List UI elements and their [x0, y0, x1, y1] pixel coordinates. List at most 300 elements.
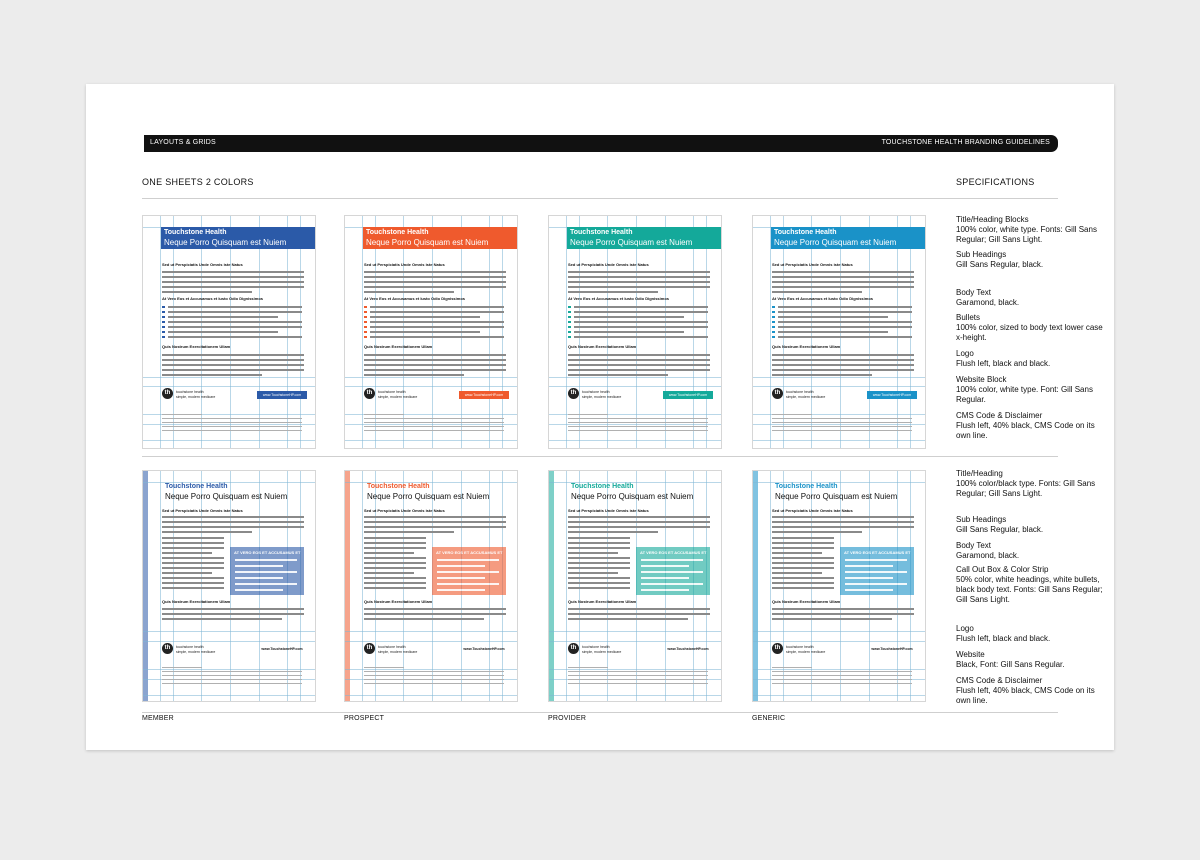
color-strip	[753, 471, 758, 701]
body-text-line	[364, 354, 506, 356]
body-text-line	[772, 521, 914, 523]
grid-line	[345, 631, 517, 632]
body-text-line	[162, 537, 224, 539]
body-text-line	[364, 531, 454, 533]
disclaimer-line	[364, 422, 504, 423]
callout-bullet-line	[845, 559, 907, 561]
body-text-line	[772, 374, 872, 376]
body-text-line	[168, 331, 278, 333]
body-text-line	[568, 608, 710, 610]
body-text-line	[364, 359, 506, 361]
grid-line	[753, 695, 925, 696]
spec-body: Flush left, 40% black, CMS Code on its own line.	[956, 421, 1095, 440]
body-text-line	[364, 562, 426, 564]
bullet	[772, 306, 775, 308]
disclaimer-line	[162, 414, 202, 415]
disclaimer-line	[772, 430, 912, 431]
disclaimer-line	[364, 667, 404, 668]
callout-bullet-line	[641, 583, 703, 585]
disclaimer-line	[772, 679, 912, 680]
body-text-line	[370, 331, 480, 333]
spec-item	[956, 676, 1106, 706]
body-text-line	[568, 271, 710, 273]
body-text-line	[162, 281, 304, 283]
body-text-line	[162, 286, 304, 288]
body-text-line	[364, 537, 426, 539]
callout-bullet-line	[641, 571, 703, 573]
spec-body: 100% color, white type. Font: Gill Sans Regular.	[956, 385, 1093, 404]
body-text-line	[162, 291, 252, 293]
grid-line	[753, 641, 925, 642]
callout-bullet-line	[235, 577, 283, 579]
logo-name: touchstone health	[176, 390, 204, 394]
disclaimer-line	[364, 430, 504, 431]
website-text: www.TouchstoneHP.com	[463, 647, 505, 651]
body-text-line	[772, 567, 834, 569]
header-right-label: TOUCHSTONE HEALTH BRANDING GUIDELINES	[881, 139, 1050, 146]
body-text-line	[772, 587, 834, 589]
callout-box	[230, 547, 304, 595]
body-text-line	[778, 311, 912, 313]
body-text-line	[364, 577, 426, 579]
body-text-line	[568, 364, 710, 366]
body-text-line	[168, 326, 302, 328]
body-text-line	[162, 608, 304, 610]
sub-heading: At Vero Eos et Accusamus et Iusto Odio Dignissimos	[162, 296, 263, 301]
grid-line	[143, 377, 315, 378]
grid-line	[345, 377, 517, 378]
callout-bullet-line	[235, 565, 283, 567]
body-text-line	[162, 369, 304, 371]
grid-line	[549, 424, 721, 425]
spec-item	[956, 541, 1106, 561]
bullet	[772, 311, 775, 313]
spec-body: Garamond, black.	[956, 551, 1020, 560]
logo-tagline: simple, modern medicare	[582, 650, 622, 654]
bullet	[162, 311, 165, 313]
body-text-line	[162, 587, 224, 589]
body-text-line	[162, 567, 224, 569]
logo-icon: th	[568, 388, 579, 399]
body-text-line	[370, 311, 504, 313]
callout-bullet-line	[641, 565, 689, 567]
body-text-line	[162, 276, 304, 278]
sub-heading: Quis Nostrum Exercitationem Ullam	[772, 599, 841, 604]
spec-heading: Logo	[956, 624, 974, 633]
website-text: www.TouchstoneHP.com	[667, 647, 709, 651]
grid-line	[549, 695, 721, 696]
bullet	[772, 321, 775, 323]
disclaimer-line	[772, 671, 912, 672]
disclaimer-line	[364, 426, 504, 427]
body-text-line	[574, 311, 708, 313]
disclaimer-line	[568, 675, 708, 676]
disclaimer-line	[364, 675, 504, 676]
spec-item	[956, 650, 1106, 670]
disclaimer-line	[568, 679, 708, 680]
callout-bullet-line	[235, 571, 297, 573]
body-text-line	[778, 331, 888, 333]
body-text-line	[778, 336, 912, 338]
callout-heading: AT VERO EOS ET ACCUSAMUS ET	[436, 550, 503, 555]
body-text-line	[364, 364, 506, 366]
body-text-line	[168, 321, 302, 323]
logo-tagline: simple, modern medicare	[378, 650, 418, 654]
body-text-line	[364, 618, 484, 620]
disclaimer-line	[364, 418, 504, 419]
sub-heading: Sed ut Perspiciatis Unde Omnis iste Natus	[772, 262, 853, 267]
body-text-line	[772, 608, 914, 610]
body-text-line	[568, 618, 688, 620]
spec-body: 100% color, white type. Fonts: Gill Sans Regular; Gill Sans Light.	[956, 225, 1097, 244]
grid-line	[143, 669, 315, 670]
body-text-line	[772, 281, 914, 283]
grid-line	[753, 386, 925, 387]
body-text-line	[568, 542, 630, 544]
sub-heading: Sed ut Perspiciatis Unde Omnis iste Natus	[568, 508, 649, 513]
bullet	[568, 336, 571, 338]
body-text-line	[364, 608, 506, 610]
callout-bullet-line	[437, 565, 485, 567]
grid-line	[143, 386, 315, 387]
brand-title: Touchstone Health	[775, 483, 838, 490]
disclaimer-line	[568, 426, 708, 427]
spec-heading: Sub Headings	[956, 250, 1007, 259]
specifications-title: SPECIFICATIONS	[956, 177, 1035, 187]
callout-bullet-line	[437, 571, 499, 573]
disclaimer-line	[162, 671, 302, 672]
spec-body: Flush left, black and black.	[956, 359, 1051, 368]
spec-item	[956, 375, 1106, 405]
one-sheet-prospect-strip	[344, 470, 518, 702]
logo-name: touchstone health	[582, 645, 610, 649]
grid-line	[160, 471, 161, 701]
disclaimer-line	[364, 679, 504, 680]
spec-heading: Title/Heading	[956, 469, 1003, 478]
bullet	[568, 316, 571, 318]
bullet	[364, 316, 367, 318]
disclaimer-line	[162, 426, 302, 427]
body-text-line	[568, 613, 710, 615]
spec-heading: CMS Code & Disclaimer	[956, 676, 1043, 685]
body-text-line	[772, 562, 834, 564]
body-text-line	[772, 537, 834, 539]
callout-bullet-line	[437, 589, 485, 591]
body-text-line	[568, 577, 630, 579]
body-text-line	[772, 271, 914, 273]
body-text-line	[364, 567, 426, 569]
website-block: www.TouchstoneHP.com	[257, 391, 307, 399]
bullet	[568, 321, 571, 323]
body-text-line	[778, 326, 912, 328]
sub-heading: Sed ut Perspiciatis Unde Omnis iste Natus	[364, 262, 445, 267]
sub-heading: Quis Nostrum Exercitationem Ullam	[364, 344, 433, 349]
headline: Neque Porro Quisquam est Nuiem	[571, 492, 694, 501]
website-block: www.TouchstoneHP.com	[663, 391, 713, 399]
grid-line	[143, 631, 315, 632]
disclaimer-line	[162, 675, 302, 676]
spec-item	[956, 250, 1106, 270]
body-text-line	[162, 526, 304, 528]
body-text-line	[162, 542, 224, 544]
grid-line	[345, 440, 517, 441]
body-text-line	[162, 572, 212, 574]
title-block	[161, 227, 316, 249]
body-text-line	[772, 572, 822, 574]
sub-heading: Sed ut Perspiciatis Unde Omnis iste Natus	[568, 262, 649, 267]
grid-line	[362, 471, 363, 701]
grid-line	[345, 424, 517, 425]
body-text-line	[568, 537, 630, 539]
one-sheet-generic-strip	[752, 470, 926, 702]
one-sheet-provider-strip	[548, 470, 722, 702]
logo-icon: th	[162, 388, 173, 399]
grid-line	[753, 424, 925, 425]
body-text-line	[364, 291, 454, 293]
body-text-line	[772, 354, 914, 356]
sub-heading: Quis Nostrum Exercitationem Ullam	[364, 599, 433, 604]
logo-tagline: simple, modern medicare	[176, 650, 216, 654]
disclaimer-line	[772, 426, 912, 427]
body-text-line	[162, 364, 304, 366]
bullet	[162, 306, 165, 308]
sub-heading: Sed ut Perspiciatis Unde Omnis iste Natus	[364, 508, 445, 513]
body-text-line	[568, 354, 710, 356]
callout-bullet-line	[845, 571, 907, 573]
sub-heading: Quis Nostrum Exercitationem Ullam	[162, 344, 231, 349]
body-text-line	[568, 526, 710, 528]
logo-icon: th	[772, 388, 783, 399]
body-text-line	[568, 281, 710, 283]
body-text-line	[162, 374, 262, 376]
logo-tagline: simple, modern medicare	[582, 395, 622, 399]
bullet	[364, 321, 367, 323]
body-text-line	[772, 547, 834, 549]
spec-item	[956, 215, 1106, 245]
body-text-line	[772, 582, 834, 584]
body-text-line	[162, 557, 224, 559]
body-text-line	[772, 577, 834, 579]
disclaimer-line	[364, 671, 504, 672]
body-text-line	[364, 613, 506, 615]
bullet	[162, 331, 165, 333]
bullet	[162, 316, 165, 318]
body-text-line	[778, 316, 888, 318]
body-text-line	[772, 291, 862, 293]
body-text-line	[574, 331, 684, 333]
grid-line	[143, 695, 315, 696]
headline: Neque Porro Quisquam est Nuiem	[570, 238, 693, 247]
logo-tagline: simple, modern medicare	[176, 395, 216, 399]
color-strip	[549, 471, 554, 701]
grid-line	[143, 440, 315, 441]
spec-body: Flush left, 40% black, CMS Code on its own line.	[956, 686, 1095, 705]
caption-member: MEMBER	[142, 715, 174, 722]
bullet	[772, 316, 775, 318]
body-text-line	[162, 562, 224, 564]
bullet	[568, 311, 571, 313]
callout-bullet-line	[437, 577, 485, 579]
spec-item	[956, 313, 1106, 343]
body-text-line	[778, 306, 912, 308]
sub-heading: At Vero Eos et Accusamus et Iusto Odio Dignissimos	[772, 296, 873, 301]
grid-line	[143, 424, 315, 425]
disclaimer-line	[772, 675, 912, 676]
body-text-line	[772, 516, 914, 518]
logo-name: touchstone health	[786, 390, 814, 394]
caption-prospect: PROSPECT	[344, 715, 385, 722]
callout-bullet-line	[845, 589, 893, 591]
body-text-line	[162, 582, 224, 584]
disclaimer-line	[772, 422, 912, 423]
headline: Neque Porro Quisquam est Nuiem	[775, 492, 898, 501]
sub-heading: At Vero Eos et Accusamus et Iusto Odio Dignissimos	[364, 296, 465, 301]
disclaimer-line	[568, 430, 708, 431]
brand-title: Touchstone Health	[571, 483, 634, 490]
grid-line	[549, 377, 721, 378]
sub-heading: Quis Nostrum Exercitationem Ullam	[568, 344, 637, 349]
grid-line	[566, 471, 567, 701]
disclaimer-line	[568, 422, 708, 423]
disclaimer-line	[162, 679, 302, 680]
logo-name: touchstone health	[378, 390, 406, 394]
bullet	[568, 331, 571, 333]
callout-bullet-line	[235, 583, 297, 585]
spec-body: Gill Sans Regular, black.	[956, 260, 1044, 269]
spec-item	[956, 515, 1106, 535]
body-text-line	[574, 321, 708, 323]
logo-tagline: simple, modern medicare	[378, 395, 418, 399]
body-text-line	[568, 359, 710, 361]
body-text-line	[772, 531, 862, 533]
callout-heading: AT VERO EOS ET ACCUSAMUS ET	[640, 550, 707, 555]
disclaimer-line	[568, 683, 708, 684]
grid-line	[770, 471, 771, 701]
grid-line	[549, 631, 721, 632]
body-text-line	[568, 521, 710, 523]
body-text-line	[364, 521, 506, 523]
spec-item	[956, 349, 1106, 369]
spec-heading: Body Text	[956, 288, 991, 297]
body-text-line	[162, 618, 282, 620]
callout-bullet-line	[845, 577, 893, 579]
body-text-line	[162, 552, 212, 554]
callout-bullet-line	[845, 565, 893, 567]
callout-bullet-line	[641, 559, 703, 561]
body-text-line	[364, 276, 506, 278]
body-text-line	[568, 562, 630, 564]
body-text-line	[772, 369, 914, 371]
body-text-line	[772, 276, 914, 278]
spec-heading: Website	[956, 650, 985, 659]
sub-heading: Sed ut Perspiciatis Unde Omnis iste Natus	[162, 508, 243, 513]
grid-line	[549, 440, 721, 441]
body-text-line	[364, 542, 426, 544]
disclaimer-line	[772, 414, 812, 415]
spec-body: Garamond, black.	[956, 298, 1020, 307]
body-text-line	[568, 291, 658, 293]
sub-heading: Sed ut Perspiciatis Unde Omnis iste Natus	[162, 262, 243, 267]
spec-body: 100% color/black type. Fonts: Gill Sans Regular; Gill Sans Light.	[956, 479, 1096, 498]
body-text-line	[772, 359, 914, 361]
one-sheet-member-color	[142, 215, 316, 449]
logo-icon: th	[162, 643, 173, 654]
body-text-line	[162, 613, 304, 615]
grid-line	[753, 377, 925, 378]
title-block	[771, 227, 926, 249]
sub-heading: Quis Nostrum Exercitationem Ullam	[772, 344, 841, 349]
headline: Neque Porro Quisquam est Nuiem	[366, 238, 489, 247]
bullet	[364, 336, 367, 338]
spec-heading: Sub Headings	[956, 515, 1007, 524]
body-text-line	[772, 552, 822, 554]
color-strip	[143, 471, 148, 701]
bullet	[162, 321, 165, 323]
bullet	[772, 336, 775, 338]
title-block	[567, 227, 722, 249]
body-text-line	[568, 531, 658, 533]
body-text-line	[568, 587, 630, 589]
body-text-line	[168, 311, 302, 313]
website-block: www.TouchstoneHP.com	[459, 391, 509, 399]
callout-box	[432, 547, 506, 595]
brand-title: Touchstone Health	[366, 229, 429, 236]
spec-heading: Website Block	[956, 375, 1007, 384]
spec-heading: CMS Code & Disclaimer	[956, 411, 1043, 420]
bullet	[568, 326, 571, 328]
body-text-line	[568, 572, 618, 574]
logo-name: touchstone health	[176, 645, 204, 649]
body-text-line	[568, 369, 710, 371]
body-text-line	[772, 364, 914, 366]
disclaimer-line	[364, 683, 504, 684]
header-bar	[144, 135, 1058, 152]
body-text-line	[370, 321, 504, 323]
disclaimer-line	[772, 418, 912, 419]
callout-bullet-line	[437, 583, 499, 585]
disclaimer-line	[568, 414, 608, 415]
headline: Neque Porro Quisquam est Nuiem	[165, 492, 288, 501]
brand-title: Touchstone Health	[164, 229, 227, 236]
logo-name: touchstone health	[786, 645, 814, 649]
body-text-line	[370, 306, 504, 308]
grid-line	[345, 695, 517, 696]
disclaimer-line	[162, 683, 302, 684]
body-text-line	[162, 531, 252, 533]
logo-icon: th	[364, 388, 375, 399]
body-text-line	[364, 281, 506, 283]
body-text-line	[162, 359, 304, 361]
bullet	[162, 336, 165, 338]
body-text-line	[168, 316, 278, 318]
body-text-line	[364, 547, 426, 549]
header-left-label: LAYOUTS & GRIDS	[150, 139, 216, 146]
spec-item	[956, 411, 1106, 441]
body-text-line	[574, 306, 708, 308]
body-text-line	[772, 613, 914, 615]
body-text-line	[772, 557, 834, 559]
bullet	[364, 306, 367, 308]
disclaimer-line	[162, 430, 302, 431]
logo-icon: th	[364, 643, 375, 654]
spec-item	[956, 565, 1106, 605]
body-text-line	[568, 276, 710, 278]
body-text-line	[772, 526, 914, 528]
grid-line	[345, 669, 517, 670]
guideline-sheet	[86, 84, 1114, 750]
grid-line	[345, 386, 517, 387]
body-text-line	[568, 547, 630, 549]
